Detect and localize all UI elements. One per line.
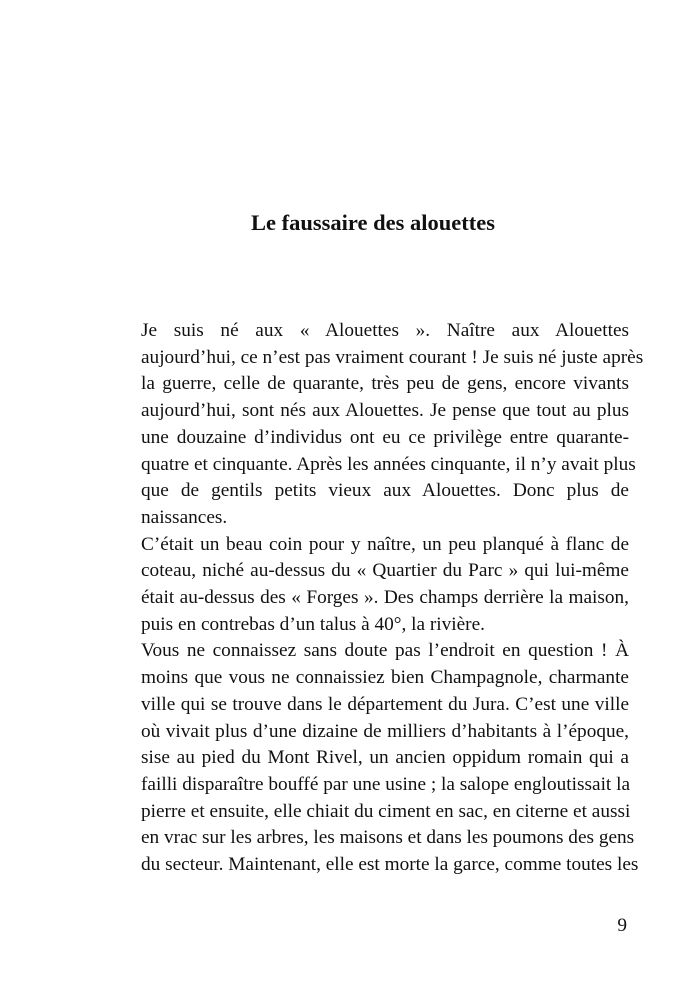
page-number: 9 bbox=[617, 915, 627, 936]
text-line: aujourd’hui, sont nés aux Alouettes. Je pense que tout au plus bbox=[141, 400, 629, 422]
text-line: failli disparaître bouffé par une usine ; la salope engloutissait la bbox=[141, 773, 631, 795]
text-line: Je suis né aux « Alouettes ». Naître aux Alouettes bbox=[141, 320, 629, 341]
text-line: coteau, niché au-dessus du « Quartier du Parc » qui lui-même bbox=[141, 560, 629, 582]
body-text bbox=[117, 318, 644, 879]
text-line: que de gentils petits vieux aux Alouettes. Donc plus de bbox=[141, 480, 629, 502]
text-line: une douzaine d’individus ont eu ce privilège entre quarante- bbox=[141, 426, 629, 448]
text-line: pierre et ensuite, elle chiait du ciment en sac, en citerne et aussi bbox=[141, 800, 631, 822]
text-line: Vous ne connaissez sans doute pas l’endroit en question ! À bbox=[141, 640, 629, 662]
paragraph bbox=[117, 532, 629, 639]
text-line: la guerre, celle de quarante, très peu de gens, encore vivants bbox=[141, 373, 629, 395]
text-line: du secteur. Maintenant, elle est morte la garce, comme toutes les bbox=[141, 854, 639, 876]
text-line: C’était un beau coin pour y naître, un peu planqué à flanc de bbox=[141, 533, 629, 555]
paragraph bbox=[117, 638, 639, 878]
text-line: était au-dessus des « Forges ». Des champs derrière la maison, bbox=[141, 587, 629, 609]
text-line: sise au pied du Mont Rivel, un ancien oppidum romain qui a bbox=[141, 747, 629, 769]
text-line: où vivait plus d’une dizaine de milliers d’habitants à l’époque, bbox=[141, 720, 629, 742]
text-line: ville qui se trouve dans le département du Jura. C’est une ville bbox=[141, 693, 629, 715]
paragraph bbox=[117, 318, 644, 532]
text-line: naissances. bbox=[141, 506, 228, 528]
text-line: aujourd’hui, ce n’est pas vraiment courant ! Je suis né juste après bbox=[141, 346, 644, 368]
chapter-title: Le faussaire des alouettes bbox=[251, 210, 495, 235]
text-line: en vrac sur les arbres, les maisons et dans les poumons des gens bbox=[141, 827, 635, 849]
text-line: quatre et cinquante. Après les années cinquante, il n’y avait plus bbox=[141, 453, 636, 475]
text-line: moins que vous ne connaissiez bien Champagnole, charmante bbox=[141, 667, 629, 689]
text-line: puis en contrebas d’un talus à 40°, la rivière. bbox=[141, 613, 485, 635]
